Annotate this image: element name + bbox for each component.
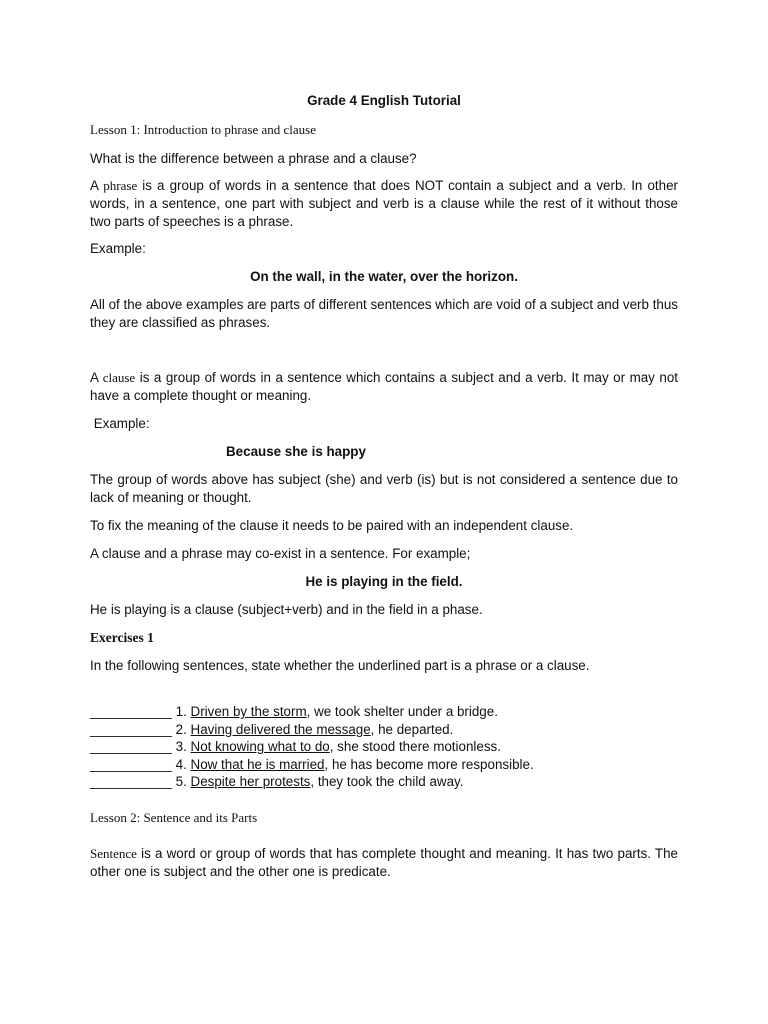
clause-definition	[90, 369, 678, 405]
exercise-list	[90, 703, 678, 791]
clause-explanation: The group of words above has subject (she) and verb (is) but is not considered a sentence due to lack of meaning or thought.	[90, 472, 678, 505]
underlined-part: Not knowing what to do	[190, 739, 330, 755]
phrase-def-pre: A	[90, 178, 104, 193]
clause-term: clause	[102, 370, 136, 385]
sentence-term: Sentence	[90, 846, 137, 861]
underlined-part: Having delivered the message	[190, 721, 371, 737]
answer-blank: ___________	[90, 774, 172, 790]
item-rest: , he has become more responsible.	[324, 756, 534, 772]
exercise-item-2	[90, 721, 678, 739]
exercises-heading: Exercises 1	[90, 630, 154, 645]
item-rest: , we took shelter under a bridge.	[306, 704, 498, 719]
item-number: 2.	[171, 721, 191, 737]
sentence-def: is a word or group of words that has complete thought and meaning. It has two parts. The other one is subject and the other one is predicate.	[90, 846, 678, 879]
item-rest: , he departed.	[370, 721, 454, 737]
clause-def-post: is a group of words in a sentence which contains a subject and a verb. It may or may not have a complete thought or meaning.	[90, 370, 678, 403]
phrase-term: phrase	[103, 178, 138, 193]
phrase-definition	[90, 177, 678, 231]
example-label-2: Example:	[90, 416, 150, 431]
item-number: 5.	[171, 774, 191, 790]
phrase-example: On the wall, in the water, over the horizon.	[250, 269, 518, 284]
answer-blank: ___________	[90, 739, 172, 755]
item-number: 1.	[171, 704, 191, 719]
coexist-text: A clause and a phrase may co-exist in a sentence. For example;	[90, 546, 471, 561]
exercise-item-5	[90, 773, 678, 791]
example-label-1: Example:	[90, 241, 146, 256]
item-rest: , they took the child away.	[310, 774, 464, 790]
item-number: 4.	[171, 756, 191, 772]
coexist-example: He is playing in the field.	[305, 574, 463, 589]
phrase-explanation: All of the above examples are parts of different sentences which are void of a subject and verb thus they are classified as phrases.	[90, 297, 678, 330]
underlined-part: Now that he is married	[190, 756, 325, 772]
coexist-explanation: He is playing is a clause (subject+verb) and in the field in a phase.	[90, 602, 483, 617]
clause-def-pre: A	[90, 370, 103, 385]
item-number: 3.	[171, 739, 191, 755]
lesson2-heading: Lesson 2: Sentence and its Parts	[90, 810, 258, 825]
phrase-def-post: is a group of words in a sentence that does NOT contain a subject and a verb. In other words, in a sentence, one part with subject and verb is a clause while the rest of it without those two parts of speeches is a phrase.	[90, 178, 678, 229]
item-rest: , she stood there motionless.	[329, 739, 501, 755]
sentence-definition	[90, 845, 678, 881]
clause-example: Because she is happy	[226, 444, 366, 459]
underlined-part: Driven by the storm	[190, 704, 307, 719]
exercise-item-1	[90, 703, 678, 721]
answer-blank: ___________	[90, 756, 172, 772]
answer-blank: ___________	[90, 704, 172, 719]
answer-blank: ___________	[90, 721, 172, 737]
exercise-item-3	[90, 738, 678, 756]
page-title: Grade 4 English Tutorial	[307, 93, 461, 108]
question-text: What is the difference between a phrase and a clause?	[90, 151, 417, 166]
exercises-instruction: In the following sentences, state whether the underlined part is a phrase or a clause.	[90, 658, 590, 673]
underlined-part: Despite her protests	[190, 774, 311, 790]
exercise-item-4	[90, 756, 678, 774]
lesson1-heading: Lesson 1: Introduction to phrase and clause	[90, 122, 316, 137]
fix-meaning-text: To fix the meaning of the clause it needs to be paired with an independent clause.	[90, 518, 574, 533]
